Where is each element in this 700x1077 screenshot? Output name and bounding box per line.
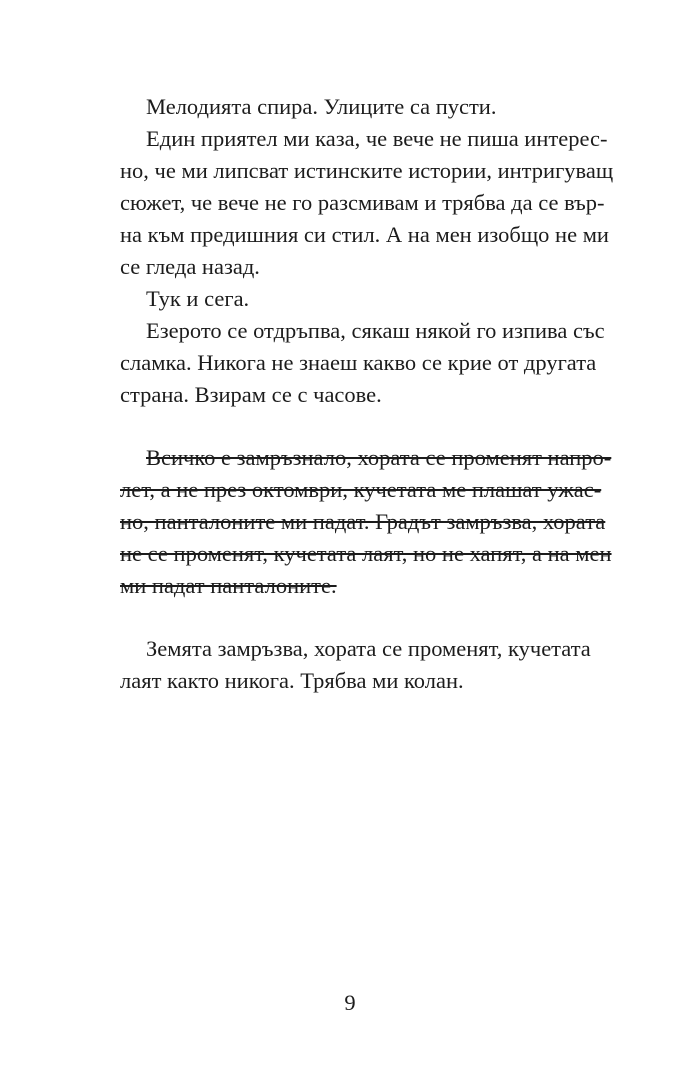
struck-paragraph-line: не се променят, кучетата лаят, но не хапят, а на мен — [120, 541, 612, 566]
paragraph-line: Езерото се отдръпва, сякаш някой го изпива със — [146, 318, 605, 343]
paragraph-line: сламка. Никога не знаеш какво се крие от другата — [120, 350, 597, 375]
paragraph-line: страна. Взирам се с часове. — [120, 382, 382, 407]
paragraph-line: се гледа назад. — [120, 254, 260, 279]
page-number: 9 — [344, 990, 356, 1015]
paragraph-line: сюжет, че вече не го разсмивам и трябва да се вър- — [120, 190, 605, 215]
struck-paragraph-line: но, панталоните ми падат. Градът замръзва, хората — [120, 509, 606, 534]
paragraph-line: Земята замръзва, хората се променят, кучетата — [146, 636, 591, 661]
struck-paragraph-line: лет, а не през октомври, кучетата ме плашат ужас- — [120, 477, 602, 502]
struck-paragraph-line: ми падат панталоните. — [120, 573, 337, 598]
paragraph-line: Един приятел ми каза, че вече не пиша интерес- — [146, 126, 608, 151]
struck-paragraph-line: Всичко е замръзнало, хората се променят напро- — [146, 445, 612, 470]
paragraph-line: Тук и сега. — [146, 286, 250, 311]
paragraph-line: Мелодията спира. Улиците са пусти. — [146, 94, 497, 119]
paragraph-line: лаят както никога. Трябва ми колан. — [120, 668, 464, 693]
paragraph-line: но, че ми липсват истинските истории, интригуващ — [120, 158, 614, 183]
paragraph-line: на към предишния си стил. А на мен изобщо не ми — [120, 222, 609, 247]
